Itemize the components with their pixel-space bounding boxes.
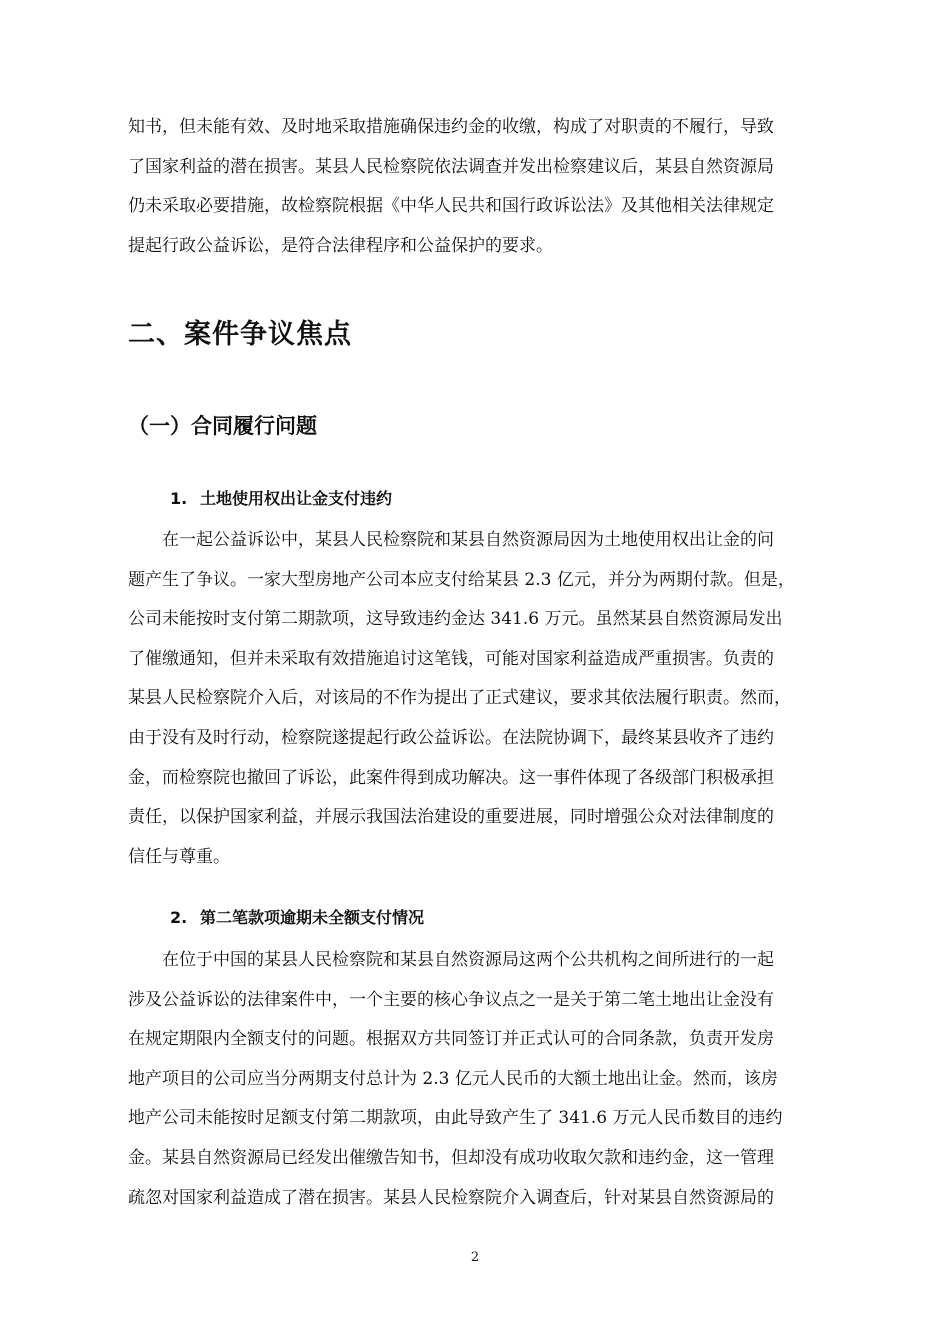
- item1-paragraph: [128, 521, 858, 877]
- text-line: 金。某县自然资源局已经发出催缴告知书，但却没有成功收取欠款和违约金，这一管理: [128, 1147, 774, 1168]
- text-line: 题产生了争议。一家大型房地产公司本应支付给某县 2.3 亿元，并分为两期付款。但是，: [128, 569, 795, 590]
- text-line: 在规定期限内全额支付的问题。根据双方共同签订并正式认可的合同条款，负责开发房: [128, 1029, 774, 1050]
- text-line: 责任，以保护国家利益，并展示我国法治建设的重要进展，同时增强公众对法律制度的: [128, 807, 774, 828]
- subsection-title: （一）合同履行问题: [128, 414, 317, 438]
- item-title: 土地使用权出让金支付违约: [200, 489, 393, 508]
- text-line: 由于没有及时行动，检察院遂提起行政公益诉讼。在法院协调下，最终某县收齐了违约: [128, 727, 774, 748]
- item-heading-2: [170, 905, 424, 928]
- text-line: 涉及公益诉讼的法律案件中，一个主要的核心争议点之一是关于第二笔土地出让金没有: [128, 989, 774, 1010]
- text-line: 在一起公益诉讼中，某县人民检察院和某县自然资源局因为土地使用权出让金的问: [128, 530, 774, 550]
- text-line: 地产公司未能按时足额支付第二期款项，由此导致产生了 341.6 万元人民币数目的违约: [128, 1108, 783, 1129]
- item-title: 第二笔款项逾期未全额支付情况: [200, 908, 425, 927]
- text-line: 公司未能按时支付第二期款项，这导致违约金达 341.6 万元。虽然某县自然资源局发出: [128, 609, 783, 630]
- page-number: 2: [470, 1250, 480, 1265]
- text-line: 在位于中国的某县人民检察院和某县自然资源局这两个公共机构之间所进行的一起: [128, 950, 774, 970]
- section-title: 二、案件争议焦点: [128, 319, 352, 350]
- text-line: 疏忽对国家利益造成了潜在损害。某县人民检察院介入调查后，针对某县自然资源局的: [128, 1187, 774, 1208]
- text-line: 知书，但未能有效、及时地采取措施确保违约金的收缴，构成了对职责的不履行，导致: [128, 117, 774, 137]
- text-line: 了国家利益的潜在损害。某县人民检察院依法调查并发出检察建议后，某县自然资源局: [128, 156, 774, 177]
- text-line: 地产项目的公司应当分两期支付总计为 2.3 亿元人民币的大额土地出让金。然而，该房: [128, 1068, 778, 1089]
- text-line: 某县人民检察院介入后，对该局的不作为提出了正式建议，要求其依法履行职责。然而，: [128, 688, 791, 709]
- text-line: 了催缴通知，但并未采取有效措施追讨这笔钱，可能对国家利益造成严重损害。负责的: [128, 648, 774, 669]
- item-number: 1.: [170, 489, 188, 508]
- text-line: 仍未采取必要措施，故检察院根据《中华人民共和国行政诉讼法》及其他相关法律规定: [128, 196, 774, 217]
- text-line: 信任与尊重。: [128, 846, 230, 867]
- item2-paragraph: [128, 941, 858, 1218]
- text-line: 金，而检察院也撤回了诉讼，此案件得到成功解决。这一事件体现了各级部门积极承担: [128, 767, 774, 788]
- item-heading-1: [170, 486, 392, 509]
- intro-paragraph: [128, 108, 858, 266]
- text-line: 提起行政公益诉讼，是符合法律程序和公益保护的要求。: [128, 235, 553, 256]
- item-number: 2.: [170, 908, 188, 927]
